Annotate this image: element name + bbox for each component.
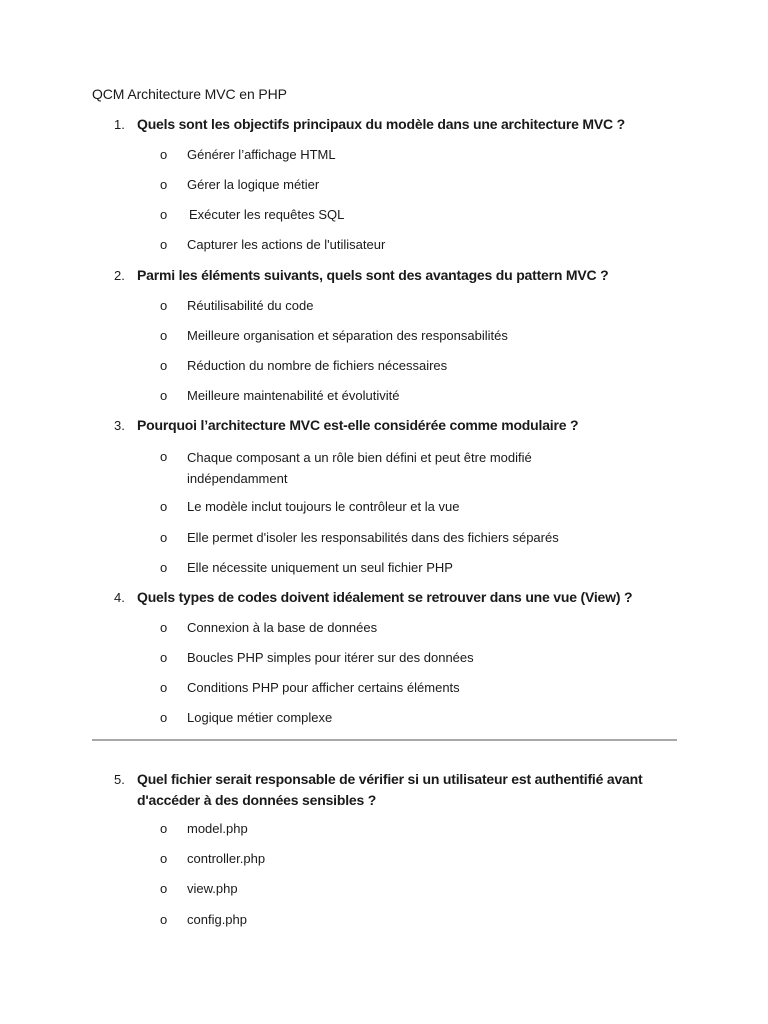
answer-option: Boucles PHP simples pour itérer sur des données	[187, 650, 474, 665]
answer-option: Gérer la logique métier	[187, 177, 320, 192]
bullet-marker: o	[160, 388, 168, 403]
answer-option: Elle nécessite uniquement un seul fichier PHP	[187, 560, 453, 575]
answer-option: controller.php	[187, 851, 266, 866]
answer-option: config.php	[187, 912, 247, 927]
answer-option: Logique métier complexe	[187, 710, 333, 725]
question-number: 1.	[114, 117, 125, 132]
bullet-marker: o	[160, 499, 168, 514]
answer-option: Meilleure organisation et séparation des responsabilités	[187, 328, 508, 343]
bullet-marker: o	[160, 560, 168, 575]
answer-option: Meilleure maintenabilité et évolutivité	[187, 388, 400, 403]
bullet-marker: o	[160, 207, 168, 222]
answer-option: Connexion à la base de données	[187, 620, 378, 635]
answer-option: Exécuter les requêtes SQL	[189, 207, 345, 222]
bullet-marker: o	[160, 881, 168, 896]
bullet-marker: o	[160, 851, 168, 866]
question-number: 2.	[114, 268, 125, 283]
bullet-marker: o	[160, 177, 168, 192]
bullet-marker: o	[160, 821, 168, 836]
bullet-marker: o	[160, 530, 168, 545]
bullet-marker: o	[160, 298, 168, 313]
answer-option: Le modèle inclut toujours le contrôleur et la vue	[187, 499, 460, 514]
bullet-marker: o	[160, 680, 168, 695]
bullet-marker: o	[160, 358, 168, 373]
question-number: 3.	[114, 418, 125, 433]
answer-option: Chaque composant a un rôle bien défini et peut être modifié indépendamment	[187, 450, 532, 486]
document-title: QCM Architecture MVC en PHP	[92, 86, 287, 102]
answer-option: Réutilisabilité du code	[187, 298, 314, 313]
question-number: 4.	[114, 590, 125, 605]
answer-option: model.php	[187, 821, 248, 836]
bullet-marker: o	[160, 147, 168, 162]
bullet-marker: o	[160, 620, 168, 635]
answer-option: Générer l’affichage HTML	[187, 147, 336, 162]
question-text: Parmi les éléments suivants, quels sont des avantages du pattern MVC ?	[137, 267, 609, 283]
question-text: Quels sont les objectifs principaux du modèle dans une architecture MVC ?	[137, 116, 625, 132]
answer-option: Capturer les actions de l'utilisateur	[187, 237, 386, 252]
answer-option: Conditions PHP pour afficher certains éléments	[187, 680, 460, 695]
page-divider	[92, 739, 677, 741]
answer-option: Elle permet d'isoler les responsabilités dans des fichiers séparés	[187, 530, 559, 545]
bullet-marker: o	[160, 710, 168, 725]
question-number: 5.	[114, 772, 125, 787]
answer-option: view.php	[187, 881, 238, 896]
question-text: Quel fichier serait responsable de vérifier si un utilisateur est authentifié avant d'accéder à des données sensibles ?	[137, 771, 643, 808]
bullet-marker: o	[160, 237, 168, 252]
bullet-marker: o	[160, 328, 168, 343]
question-text: Pourquoi l’architecture MVC est-elle considérée comme modulaire ?	[137, 417, 579, 433]
bullet-marker: o	[160, 449, 168, 464]
question-text: Quels types de codes doivent idéalement se retrouver dans une vue (View) ?	[137, 589, 633, 605]
answer-option: Réduction du nombre de fichiers nécessaires	[187, 358, 448, 373]
bullet-marker: o	[160, 650, 168, 665]
bullet-marker: o	[160, 912, 168, 927]
